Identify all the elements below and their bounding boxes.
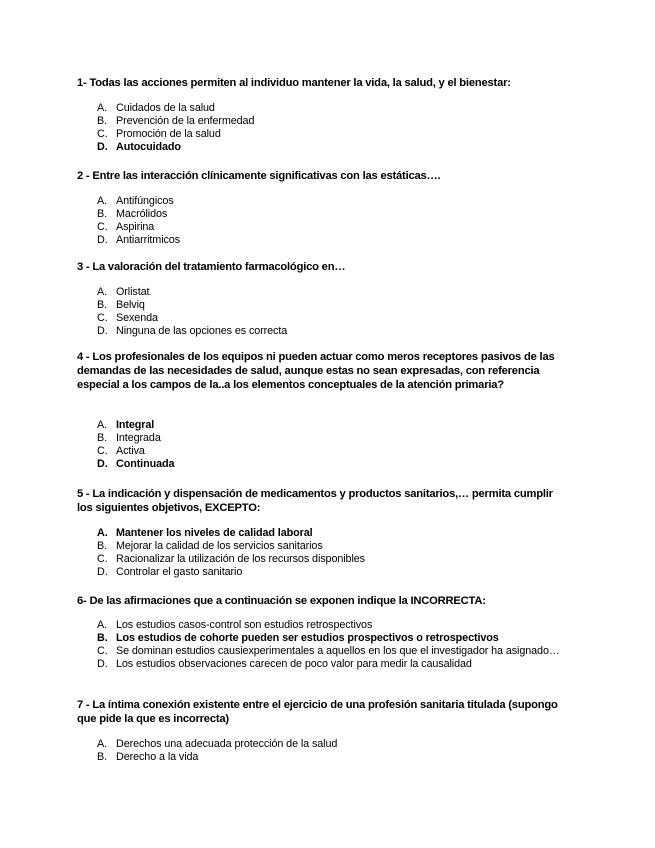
option-letter: C.	[97, 221, 108, 233]
question-4-option-b	[97, 432, 567, 445]
question-6: 6- De las afirmaciones que a continuación se exponen indique la INCORRECTA:	[77, 595, 486, 607]
option-letter: A.	[97, 738, 108, 750]
option-letter: A.	[97, 195, 108, 207]
option-letter: C.	[97, 312, 108, 324]
question-1-option-c	[97, 128, 567, 141]
question-3-option-b	[97, 299, 567, 312]
option-letter: C.	[97, 645, 108, 657]
question-7-option-b	[97, 751, 567, 764]
option-letter: B.	[97, 299, 108, 311]
question-1: 1- Todas las acciones permiten al individuo mantener la vida, la salud, y el bienestar:	[77, 77, 511, 89]
option-text: Cuidados de la salud	[116, 102, 215, 114]
question-2-option-d	[97, 234, 567, 247]
option-letter: D.	[97, 566, 108, 578]
option-text: Se dominan estudios causiexperimentales a aquellos en los que el investigador ha asignado…	[116, 645, 560, 657]
question-7: 7 - La íntima conexión existente entre el ejercicio de una profesión sanitaria titulada (supongo que pide la que es incorrecta)	[77, 699, 558, 726]
option-text: Macrólidos	[116, 208, 168, 220]
question-3-options	[97, 286, 567, 338]
option-text: Mejorar la calidad de los servicios sanitarios	[116, 540, 323, 552]
option-text: Prevención de la enfermedad	[116, 115, 255, 127]
option-text: Sexenda	[116, 312, 158, 324]
option-text: Activa	[116, 445, 145, 457]
question-6-option-b	[97, 632, 567, 645]
option-text: Continuada	[116, 458, 175, 470]
option-letter: B.	[97, 751, 108, 763]
question-4-option-a	[97, 419, 567, 432]
option-letter: B.	[97, 540, 108, 552]
option-letter: A.	[97, 286, 108, 298]
option-text: Ninguna de las opciones es correcta	[116, 325, 288, 337]
question-3: 3 - La valoración del tratamiento farmacológico en…	[77, 261, 346, 273]
option-letter: A.	[97, 527, 108, 539]
option-text: Derechos una adecuada protección de la salud	[116, 738, 338, 750]
question-6-option-d	[97, 658, 567, 671]
question-5-option-a	[97, 527, 567, 540]
question-2-option-a	[97, 195, 567, 208]
question-4-option-c	[97, 445, 567, 458]
option-letter: D.	[97, 658, 108, 670]
option-text: Belviq	[116, 299, 145, 311]
question-6-option-c	[97, 645, 571, 658]
option-letter: B.	[97, 432, 108, 444]
question-2-options	[97, 195, 567, 247]
option-letter: A.	[97, 102, 108, 114]
option-text: Racionalizar la utilización de los recursos disponibles	[116, 553, 365, 565]
option-text: Integrada	[116, 432, 161, 444]
option-letter: A.	[97, 419, 108, 431]
question-2-option-b	[97, 208, 567, 221]
option-letter: C.	[97, 128, 108, 140]
question-1-options	[97, 102, 567, 154]
question-2-option-c	[97, 221, 567, 234]
option-text: Antifúngicos	[116, 195, 174, 207]
question-5-option-b	[97, 540, 567, 553]
question-5-option-c	[97, 553, 567, 566]
option-letter: B.	[97, 208, 108, 220]
option-letter: B.	[97, 115, 108, 127]
option-text: Los estudios observaciones carecen de poco valor para medir la causalidad	[116, 658, 472, 670]
question-4: 4 - Los profesionales de los equipos ni pueden actuar como meros receptores pasivos de las demandas de las necesidades de salud, aunque estas no sean expresadas, con referencia especial a los campos de la..a los elementos conceptuales de la atención primaria?	[77, 351, 555, 392]
option-letter: B.	[97, 632, 108, 644]
option-letter: C.	[97, 445, 108, 457]
question-7-options	[97, 738, 567, 764]
question-1-option-b	[97, 115, 567, 128]
question-3-option-a	[97, 286, 567, 299]
option-text: Autocuidado	[116, 141, 181, 153]
option-text: Los estudios casos-control son estudios retrospectivos	[116, 619, 373, 631]
option-text: Aspirina	[116, 221, 155, 233]
option-letter: D.	[97, 325, 108, 337]
option-text: Los estudios de cohorte pueden ser estudios prospectivos o retrospectivos	[116, 632, 499, 644]
option-text: Controlar el gasto sanitario	[116, 566, 243, 578]
option-letter: C.	[97, 553, 108, 565]
question-3-option-c	[97, 312, 567, 325]
option-text: Promoción de la salud	[116, 128, 221, 140]
option-letter: D.	[97, 234, 108, 246]
option-text: Derecho a la vida	[116, 751, 199, 763]
option-text: Orlistat	[116, 286, 150, 298]
question-1-option-d	[97, 141, 567, 154]
question-5-option-d	[97, 566, 567, 579]
option-text: Mantener los niveles de calidad laboral	[116, 527, 313, 539]
question-2: 2 - Entre las interacción clínicamente significativas con las estáticas….	[77, 170, 441, 182]
question-3-option-d	[97, 325, 567, 338]
option-text: Antiarritmicos	[116, 234, 180, 246]
question-4-options	[97, 419, 567, 471]
question-4-option-d	[97, 458, 567, 471]
question-7-option-a	[97, 738, 567, 751]
question-6-option-a	[97, 619, 567, 632]
option-text: Integral	[116, 419, 155, 431]
question-1-option-a	[97, 102, 567, 115]
option-letter: A.	[97, 619, 108, 631]
option-letter: D.	[97, 458, 108, 470]
option-letter: D.	[97, 141, 108, 153]
question-5-options	[97, 527, 567, 579]
question-6-options	[97, 619, 567, 671]
question-5: 5 - La indicación y dispensación de medicamentos y productos sanitarios,… permita cumplir los siguientes objetivos, EXCEPTO:	[77, 488, 553, 515]
